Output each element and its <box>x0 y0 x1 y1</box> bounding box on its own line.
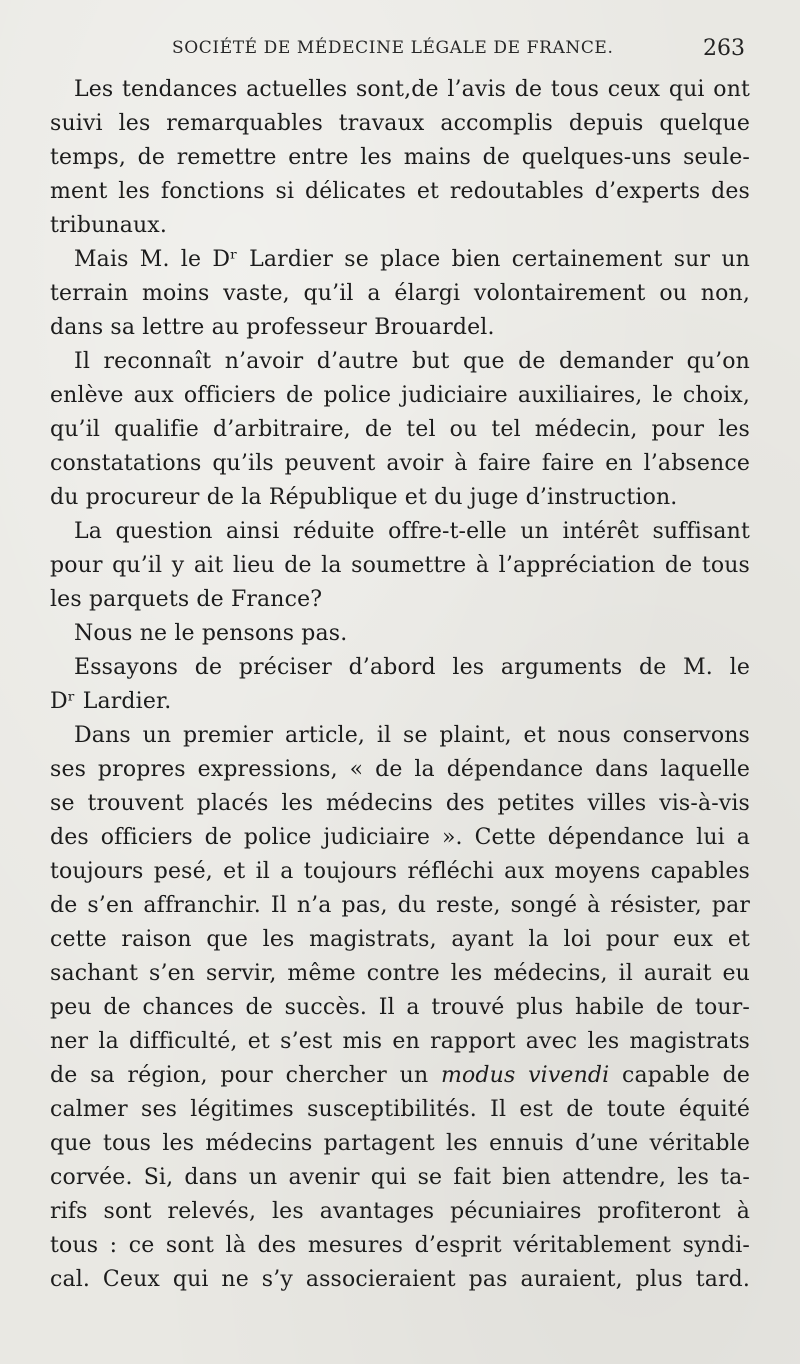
text-line: des officiers de police judiciaire ». Cette dépendance lui a <box>50 825 750 850</box>
text-line: sachant s’en servir, même contre les médecins, il aurait eu <box>50 961 750 986</box>
body-text <box>50 73 750 1297</box>
text-line: Dʳ Lardier. <box>50 689 172 714</box>
text-line: dans sa lettre au professeur Brouardel. <box>50 315 495 340</box>
text-line: La question ainsi réduite offre-t-elle un intérêt suffisant <box>74 519 750 544</box>
text-line: enlève aux officiers de police judiciaire auxiliaires, le choix, <box>50 383 750 408</box>
text-line: rifs sont relevés, les avantages pécuniaires profiteront à <box>50 1199 750 1224</box>
text-line: corvée. Si, dans un avenir qui se fait bien attendre, les ta- <box>50 1165 750 1190</box>
running-title: SOCIÉTÉ DE MÉDECINE LÉGALE DE FRANCE. <box>172 38 614 58</box>
text-line: Mais M. le Dʳ Lardier se place bien certainement sur un <box>74 247 750 272</box>
text-line: calmer ses légitimes susceptibilités. Il est de toute équité <box>50 1097 750 1122</box>
text-line: de s’en affranchir. Il n’a pas, du reste, songé à résister, par <box>50 893 750 918</box>
text-line: Dans un premier article, il se plaint, et nous conservons <box>74 723 750 748</box>
text-line: Il reconnaît n’avoir d’autre but que de demander qu’on <box>74 349 750 374</box>
running-head <box>0 34 800 74</box>
text-line-segment: de sa région, pour chercher un <box>50 1063 441 1088</box>
text-line: ner la difficulté, et s’est mis en rapport avec les magistrats <box>50 1029 750 1054</box>
text-line: Nous ne le pensons pas. <box>74 621 348 646</box>
text-line: peu de chances de succès. Il a trouvé plus habile de tour- <box>50 995 750 1020</box>
text-line: se trouvent placés les médecins des petites villes vis-à-vis <box>50 791 750 816</box>
text-line: terrain moins vaste, qu’il a élargi volontairement ou non, <box>50 281 750 306</box>
text-line: ment les fonctions si délicates et redoutables d’experts des <box>50 179 750 204</box>
text-line: temps, de remettre entre les mains de quelques-uns seule- <box>50 145 750 170</box>
text-line <box>50 1059 750 1093</box>
text-line: Les tendances actuelles sont,de l’avis de tous ceux qui ont <box>74 77 750 102</box>
page-number: 263 <box>703 36 745 61</box>
text-line: suivi les remarquables travaux accomplis depuis quelque <box>50 111 750 136</box>
text-line: ses propres expressions, « de la dépendance dans laquelle <box>50 757 750 782</box>
text-line: tous : ce sont là des mesures d’esprit véritablement syndi- <box>50 1233 750 1258</box>
text-line: du procureur de la République et du juge d’instruction. <box>50 485 678 510</box>
text-line: les parquets de France? <box>50 587 323 612</box>
text-line: cette raison que les magistrats, ayant la loi pour eux et <box>50 927 750 952</box>
text-line-segment: capable de <box>609 1063 750 1088</box>
text-line: constatations qu’ils peuvent avoir à faire faire en l’absence <box>50 451 750 476</box>
text-line: Essayons de préciser d’abord les arguments de M. le <box>74 655 750 680</box>
text-line: qu’il qualifie d’arbitraire, de tel ou tel médecin, pour les <box>50 417 750 442</box>
text-line: toujours pesé, et il a toujours réfléchi aux moyens capables <box>50 859 750 884</box>
text-line: tribunaux. <box>50 213 167 238</box>
text-line: que tous les médecins partagent les ennuis d’une véritable <box>50 1131 750 1156</box>
text-line: cal. Ceux qui ne s’y associeraient pas auraient, plus tard. <box>50 1267 750 1292</box>
text-line: pour qu’il y ait lieu de la soumettre à l’appréciation de tous <box>50 553 750 578</box>
italic-phrase: modus vivendi <box>440 1063 610 1088</box>
